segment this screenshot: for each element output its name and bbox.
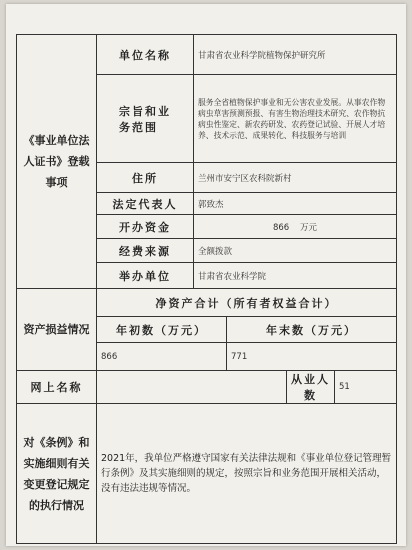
assets-header: 净资产合计（所有者权益合计） [97, 289, 397, 317]
address-label: 住所 [97, 163, 194, 193]
compliance-label: 对《条例》和实施细则有关变更登记规定的执行情况 [17, 404, 97, 544]
sponsor-value: 甘肃省农业科学院 [194, 263, 397, 289]
capital-amount: 866 [272, 222, 290, 233]
funding-value: 全额拨款 [194, 239, 397, 263]
scope-label: 宗旨和业务范围 [97, 75, 194, 163]
assets-begin-value: 866 [97, 343, 227, 371]
website-value [97, 371, 287, 404]
assets-label: 资产损益情况 [17, 289, 97, 371]
address-value: 兰州市安宁区农科院新村 [194, 163, 397, 193]
capital-value [194, 215, 397, 239]
document-page [6, 4, 406, 546]
website-label: 网上名称 [17, 371, 97, 404]
staff-value: 51 [335, 371, 397, 404]
scope-value: 服务全省植物保护事业和无公害农业发展。从事农作物病虫草害预测预报、有害生物治理技术研究、农作物抗病虫性鉴定、新农药研发、农药登记试验、开展人才培养、技术示范、成果转化、科技服务与培训 [194, 75, 397, 163]
assets-end-value: 771 [227, 343, 397, 371]
unit-name-value: 甘肃省农业科学院植物保护研究所 [194, 35, 397, 75]
compliance-text: 2021年，我单位严格遵守国家有关法律法规和《事业单位登记管理暂行条例》及其实施细则的规定，按照宗旨和业务范围开展相关活动，没有违法违规等情况。 [97, 404, 397, 544]
staff-label: 从业人数 [287, 371, 335, 404]
legal-rep-label: 法定代表人 [97, 193, 194, 215]
capital-label: 开办资金 [97, 215, 194, 239]
legal-rep-value: 郭致杰 [194, 193, 397, 215]
assets-begin-label: 年初数（万元） [97, 317, 227, 343]
certificate-items-label: 《事业单位法人证书》登载事项 [17, 35, 97, 289]
registration-form-table [16, 34, 397, 544]
capital-unit: 万元 [300, 222, 318, 233]
assets-end-label: 年末数（万元） [227, 317, 397, 343]
sponsor-label: 举办单位 [97, 263, 194, 289]
funding-label: 经费来源 [97, 239, 194, 263]
unit-name-label: 单位名称 [97, 35, 194, 75]
